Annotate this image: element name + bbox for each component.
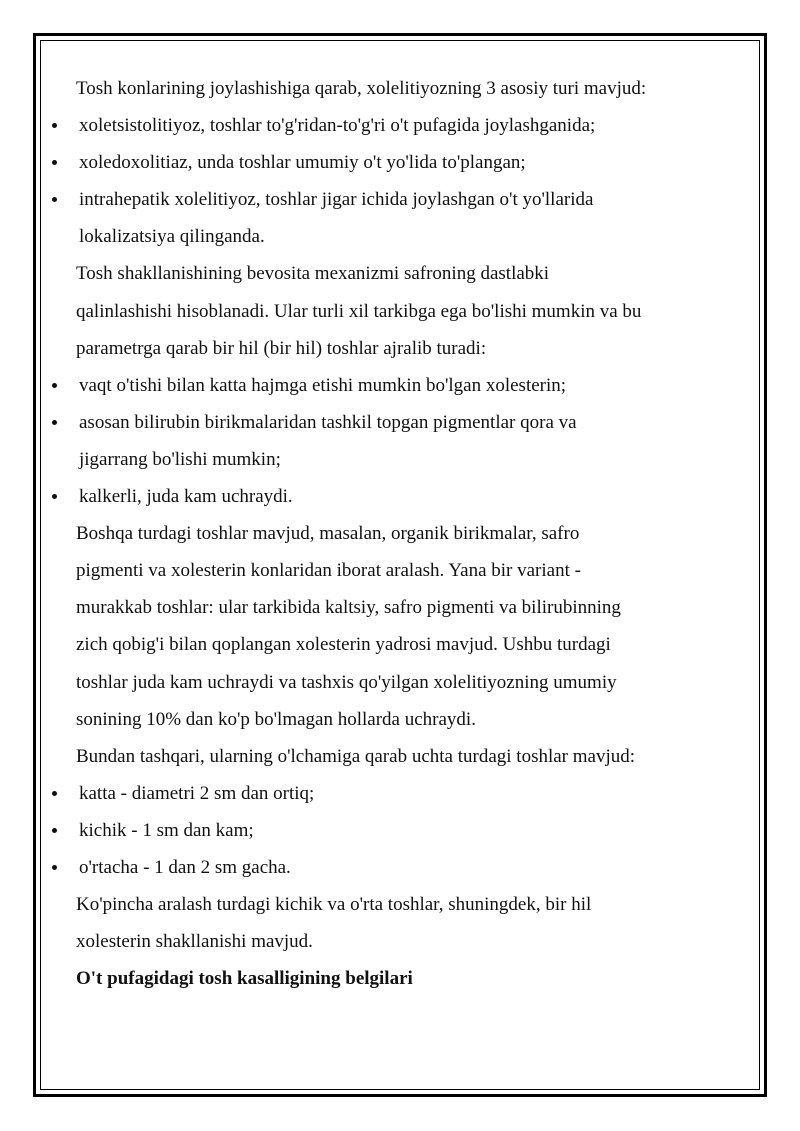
list-item-text: vaqt o'tishi bilan katta hajmga etishi mumkin bo'lgan xolesterin; [79,374,567,396]
list-item-continuation: lokalizatsiya qilinganda. [79,226,265,248]
document-body [0,70,800,997]
bullet-icon [52,865,57,870]
list-item [0,144,800,181]
bullet-icon [52,494,57,499]
bullet-icon [52,197,57,202]
list-item-text: kichik - 1 sm dan kam; [79,819,254,841]
paragraph-line: murakkab toshlar: ular tarkibida kaltsiy, safro pigmenti va bilirubinning [76,597,621,619]
section-heading: O't pufagidagi tosh kasalligining belgilari [76,968,413,990]
list-item-text: o'rtacha - 1 dan 2 sm gacha. [79,856,291,878]
paragraph-line: pigmenti va xolesterin konlaridan iborat aralash. Yana bir variant - [76,560,581,582]
bullet-icon [52,420,57,425]
stone-types-list [0,107,800,255]
list-item-text: xoletsistolitiyoz, toshlar to'g'ridan-to'g'ri o't pufagida joylashganida; [79,115,596,137]
bullet-icon [52,160,57,165]
list-item [0,812,800,849]
bullet-icon [52,828,57,833]
list-item-text: xoledoxolitiaz, unda toshlar umumiy o't yo'lida to'plangan; [79,152,526,174]
paragraph-line: zich qobig'i bilan qoplangan xolesterin yadrosi mavjud. Ushbu turdagi [76,634,611,656]
bullet-icon [52,791,57,796]
composition-list [0,367,800,515]
bullet-icon [52,123,57,128]
mixed-stones-paragraph [0,515,800,738]
paragraph-line: Tosh shakllanishining bevosita mexanizmi safroning dastlabki [76,263,550,285]
list-item-text: kalkerli, juda kam uchraydi. [79,486,293,508]
list-item [0,404,800,441]
list-item [0,478,800,515]
list-item [0,849,800,886]
paragraph-line: qalinlashishi hisoblanadi. Ular turli xil tarkibga ega bo'lishi mumkin va bu [76,300,642,322]
paragraph-line: xolesterin shakllanishi mavjud. [76,931,313,953]
list-item [0,181,800,218]
paragraph-line: sonining 10% dan ko'p bo'lmagan hollarda uchraydi. [76,708,476,730]
paragraph-line: toshlar juda kam uchraydi va tashxis qo'yilgan xolelitiyozning umumiy [76,671,617,693]
paragraph-line: Boshqa turdagi toshlar mavjud, masalan, organik birikmalar, safro [76,523,580,545]
list-item [0,107,800,144]
list-item [0,775,800,812]
list-item-text: asosan bilirubin birikmalaridan tashkil topgan pigmentlar qora va [79,411,577,433]
list-item [0,367,800,404]
size-list [0,775,800,886]
paragraph-line: parametrga qarab bir hil (bir hil) toshlar ajralib turadi: [76,337,487,359]
mechanism-paragraph [0,255,800,366]
intro-paragraph: Tosh konlarining joylashishiga qarab, xolelitiyozning 3 asosiy turi mavjud: [76,78,647,99]
bullet-icon [52,383,57,388]
mixed-small-medium-paragraph [0,886,800,960]
list-item-continuation: jigarrang bo'lishi mumkin; [79,448,281,470]
list-item-text: intrahepatik xolelitiyoz, toshlar jigar ichida joylashgan o't yo'llarida [79,189,594,211]
list-item-text: katta - diametri 2 sm dan ortiq; [79,782,315,804]
paragraph-line: Ko'pincha aralash turdagi kichik va o'rta toshlar, shuningdek, bir hil [76,894,592,916]
size-intro-paragraph: Bundan tashqari, ularning o'lchamiga qarab uchta turdagi toshlar mavjud: [76,745,636,767]
